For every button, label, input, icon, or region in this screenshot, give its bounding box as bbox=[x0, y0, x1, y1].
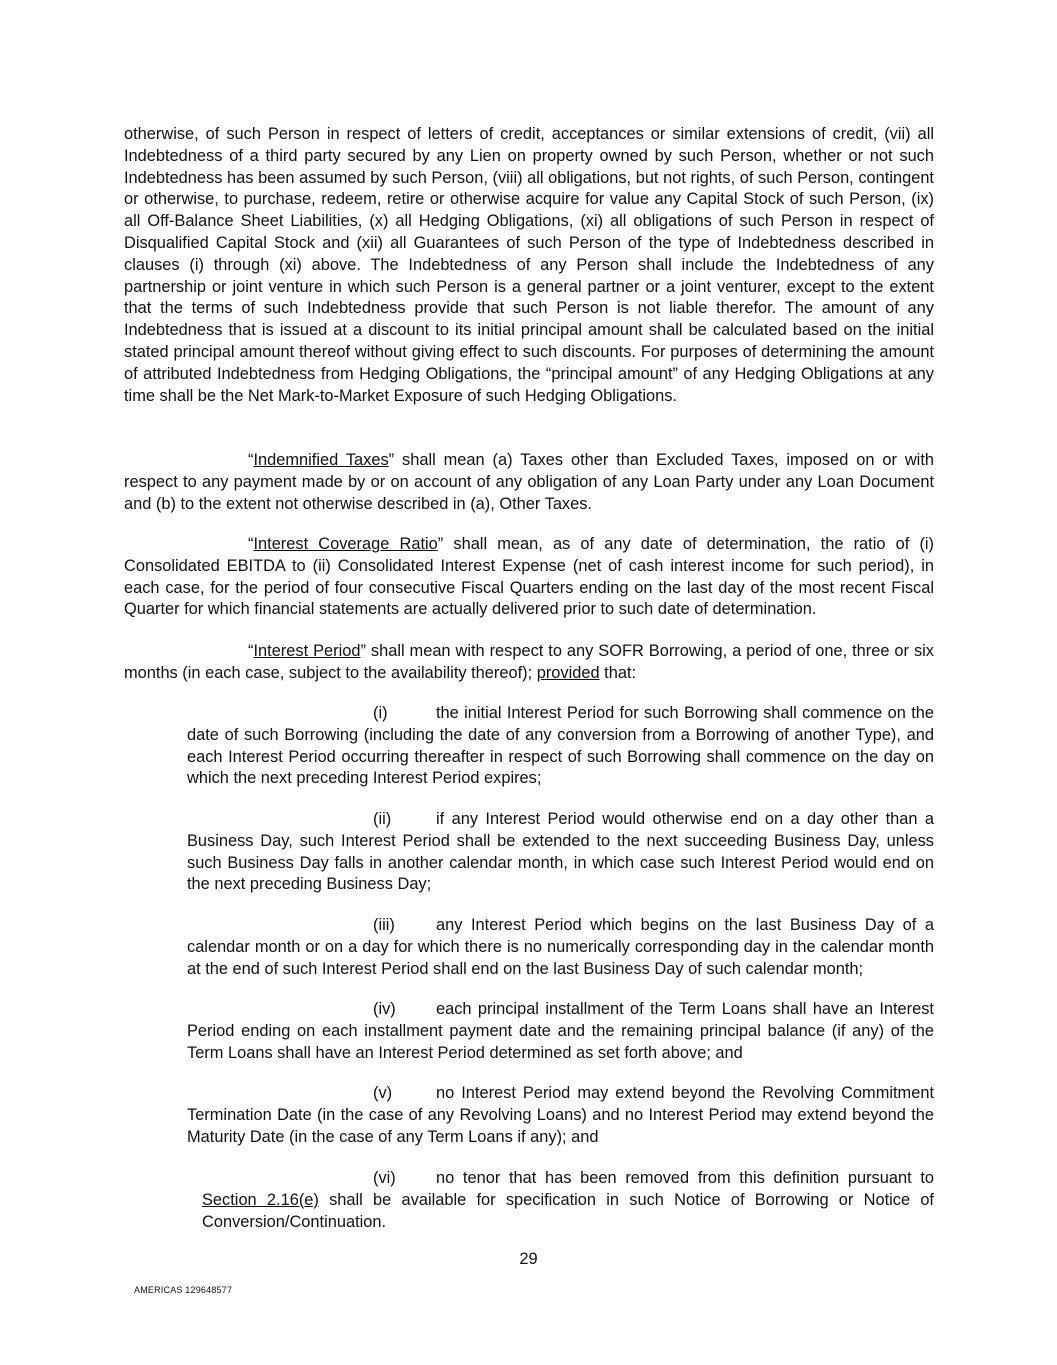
clause-number: (vi) bbox=[373, 1169, 396, 1187]
clause-number: (iv) bbox=[373, 1000, 396, 1018]
clause-number: (iii) bbox=[373, 916, 395, 934]
open-quote: “ bbox=[248, 451, 254, 469]
provided-term: provided bbox=[536, 663, 600, 682]
defined-term: Interest Period bbox=[253, 642, 361, 660]
clause-text: the initial Interest Period for such Borrowing shall commence on the date of such Borrowing (including the date of any conversion from a Borrowing of another Type), and each Interest Period occurring thereafter in respect of such Borrowing shall commence on the day on which the next preceding Interest Period expires; bbox=[187, 704, 934, 788]
subclause-i bbox=[187, 703, 934, 790]
page-number: 29 bbox=[519, 1250, 538, 1268]
indebtedness-continuation-paragraph: otherwise, of such Person in respect of letters of credit, acceptances or similar extensions of credit, (vii) all Indebtedness of a third party secured by any Lien on property owned by such Person, whether or not such Indebtedness has been assumed by such Person, (viii) all obligations, but not rights, of such Person, contingent or otherwise, to purchase, redeem, retire or otherwise acquire for value any Capital Stock of such Person, (ix) all Off-Balance Sheet Liabilities, (x) all Hedging Obligations, (xi) all obligations of such Person in respect of Disqualified Capital Stock and (xii) all Guarantees of such Person of the type of Indebtedness described in clauses (i) through (xi) above. The Indebtedness of any Person shall include the Indebtedness of any partnership or joint venture in which such Person is a general partner or a joint venturer, except to the extent that the terms of such Indebtedness provide that such Person is not liable therefor. The amount of any Indebtedness that is issued at a discount to its initial principal amount shall be calculated based on the initial stated principal amount thereof without giving effect to such discounts. For purposes of determining the amount of attributed Indebtedness from Hedging Obligations, the “principal amount” of any Hedging Obligations at any time shall be the Net Mark-to-Market Exposure of such Hedging Obligations. bbox=[124, 125, 934, 405]
definition-indemnified-taxes bbox=[124, 450, 934, 515]
definition-body: shall mean, as of any date of determination, the ratio of (i) Consolidated EBITDA to (ii) Consolidated Interest Expense (net of cash interest income for such period), in each case, for the period of four consecutive Fiscal Quarters ending on the last day of the most recent Fiscal Quarter for which financial statements are actually delivered prior to such date of determination. bbox=[124, 535, 934, 619]
subclause-iv bbox=[187, 999, 934, 1064]
clause-number: (ii) bbox=[373, 810, 392, 828]
definition-tail: that: bbox=[599, 663, 637, 682]
clause-text: no tenor that has been removed from this definition pursuant to bbox=[436, 1169, 934, 1187]
subclause-ii bbox=[187, 809, 934, 896]
defined-term: Indemnified Taxes bbox=[253, 451, 389, 469]
close-quote: ” bbox=[360, 642, 366, 660]
definition-body: shall mean (a) Taxes other than Excluded Taxes, imposed on or with respect to any payment made by or on account of any obligation of any Loan Party under any Loan Document and (b) to the extent not otherwise described in (a), Other Taxes. bbox=[124, 451, 934, 513]
clause-text: no Interest Period may extend beyond the Revolving Commitment Termination Date (in the case of any Revolving Loans) and no Interest Period may extend beyond the Maturity Date (in the case of any Term Loans if any); and bbox=[187, 1084, 934, 1146]
subclause-vi bbox=[202, 1168, 934, 1233]
close-quote: ” bbox=[388, 451, 395, 469]
section-reference: Section 2.16(e) bbox=[202, 1190, 319, 1209]
subclause-iii bbox=[187, 915, 934, 980]
open-quote: “ bbox=[248, 535, 254, 553]
close-quote: ” bbox=[437, 535, 444, 553]
open-quote: “ bbox=[248, 642, 254, 660]
clause-text: any Interest Period which begins on the last Business Day of a calendar month or on a day for which there is no numerically corresponding day in the calendar month at the end of such Interest Period shall end on the last Business Day of such calendar month; bbox=[187, 916, 934, 978]
clause-number: (v) bbox=[373, 1084, 393, 1102]
definition-interest-period bbox=[124, 641, 934, 685]
clause-number: (i) bbox=[373, 704, 388, 722]
clause-text: if any Interest Period would otherwise end on a day other than a Business Day, such Interest Period shall be extended to the next succeeding Business Day, unless such Business Day falls in another calendar month, in which case such Interest Period would end on the next preceding Business Day; bbox=[187, 810, 934, 894]
definition-interest-coverage-ratio bbox=[124, 534, 934, 621]
document-id: AMERICAS 129648577 bbox=[134, 1285, 233, 1295]
definition-body: shall mean with respect to any SOFR Borrowing, a period of one, three or six months (in each case, subject to the availability thereof); bbox=[124, 642, 934, 682]
clause-text: each principal installment of the Term Loans shall have an Interest Period ending on each installment payment date and the remaining principal balance (if any) of the Term Loans shall have an Interest Period determined as set forth above; and bbox=[187, 1000, 934, 1062]
defined-term: Interest Coverage Ratio bbox=[253, 535, 438, 553]
clause-text-after: shall be available for specification in such Notice of Borrowing or Notice of Conversion/Continuation. bbox=[202, 1190, 934, 1231]
subclause-v bbox=[187, 1083, 934, 1148]
